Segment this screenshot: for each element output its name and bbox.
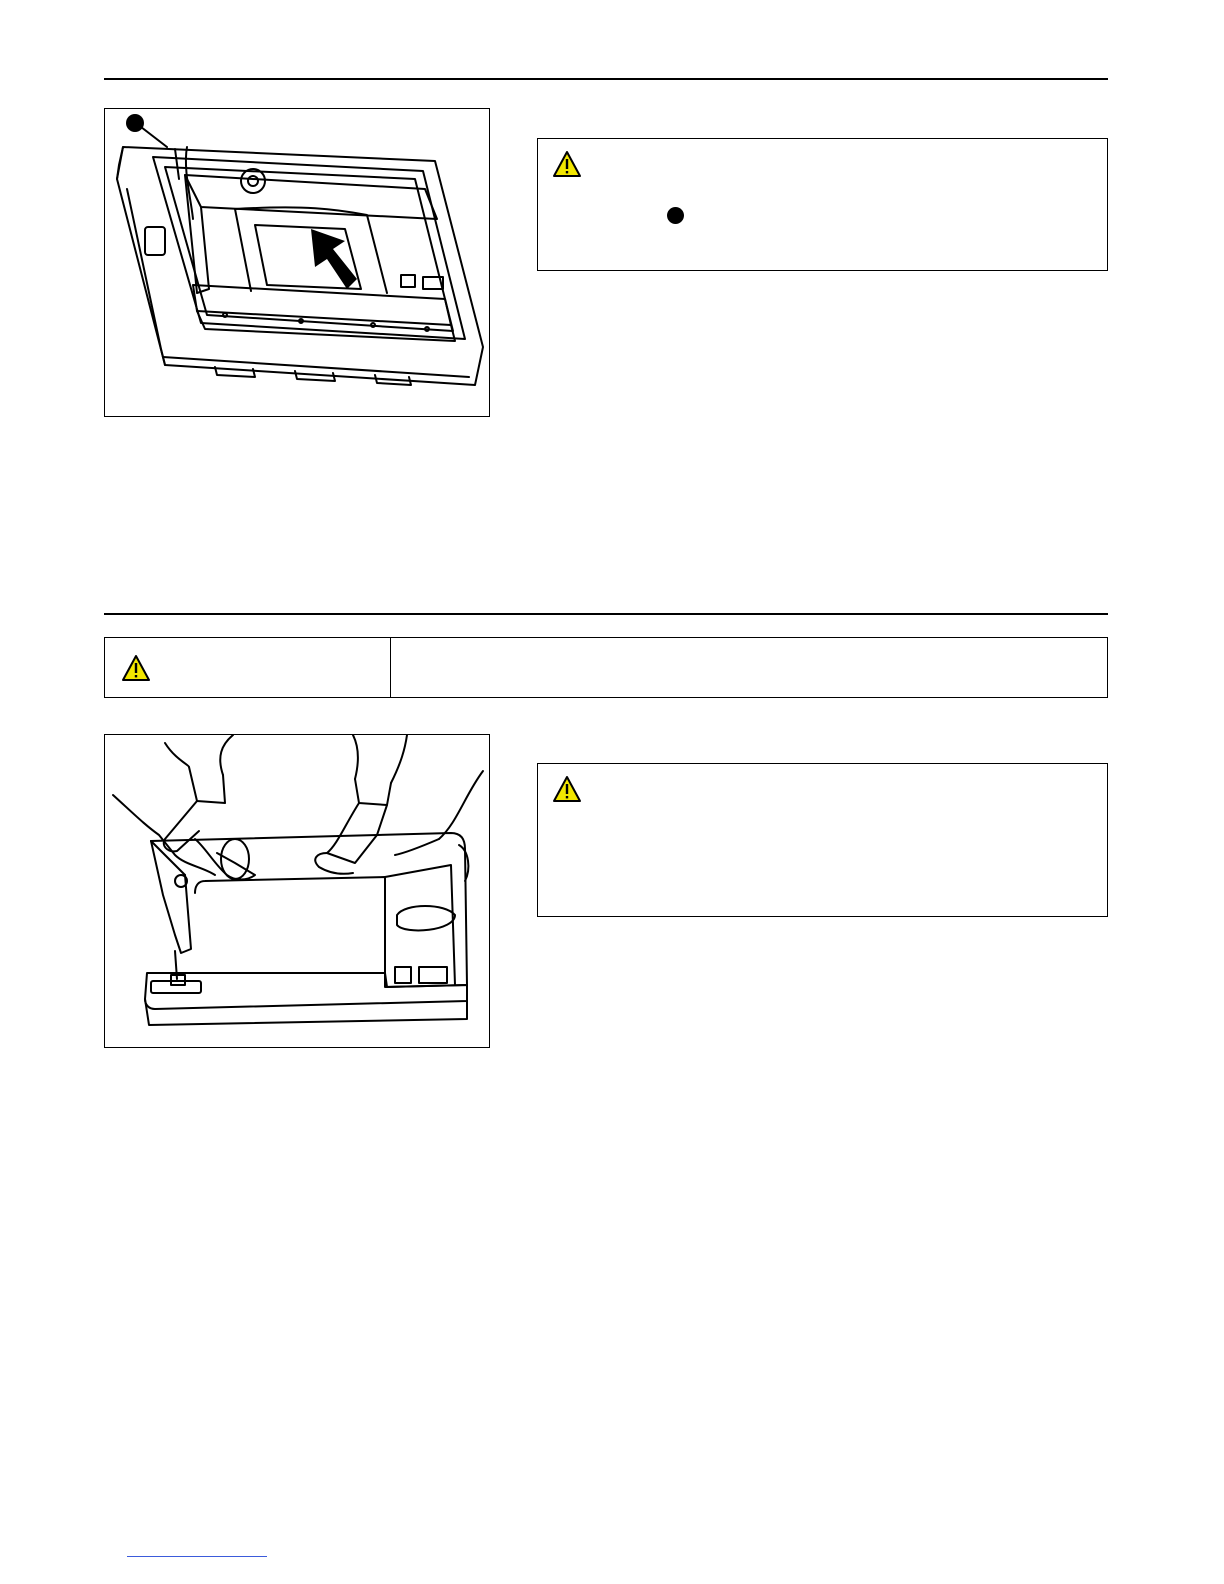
figure-machine-in-packaging	[104, 108, 490, 417]
warning-header-divider	[390, 638, 391, 697]
machine-packaging-illustration	[105, 109, 490, 417]
callout-marker-dot	[126, 114, 144, 132]
lifting-machine-illustration	[105, 735, 490, 1048]
warning-triangle-icon	[121, 654, 151, 682]
caution-box-2	[537, 763, 1108, 917]
caution-box-1	[537, 138, 1108, 271]
warning-header-box	[104, 637, 1108, 698]
reference-marker-dot	[667, 207, 684, 224]
footer-link-underline[interactable]	[127, 1556, 267, 1557]
section-divider-top	[104, 78, 1108, 80]
warning-triangle-icon	[552, 150, 582, 178]
section-divider-middle	[104, 613, 1108, 615]
warning-triangle-icon	[552, 775, 582, 803]
figure-lifting-machine	[104, 734, 490, 1048]
